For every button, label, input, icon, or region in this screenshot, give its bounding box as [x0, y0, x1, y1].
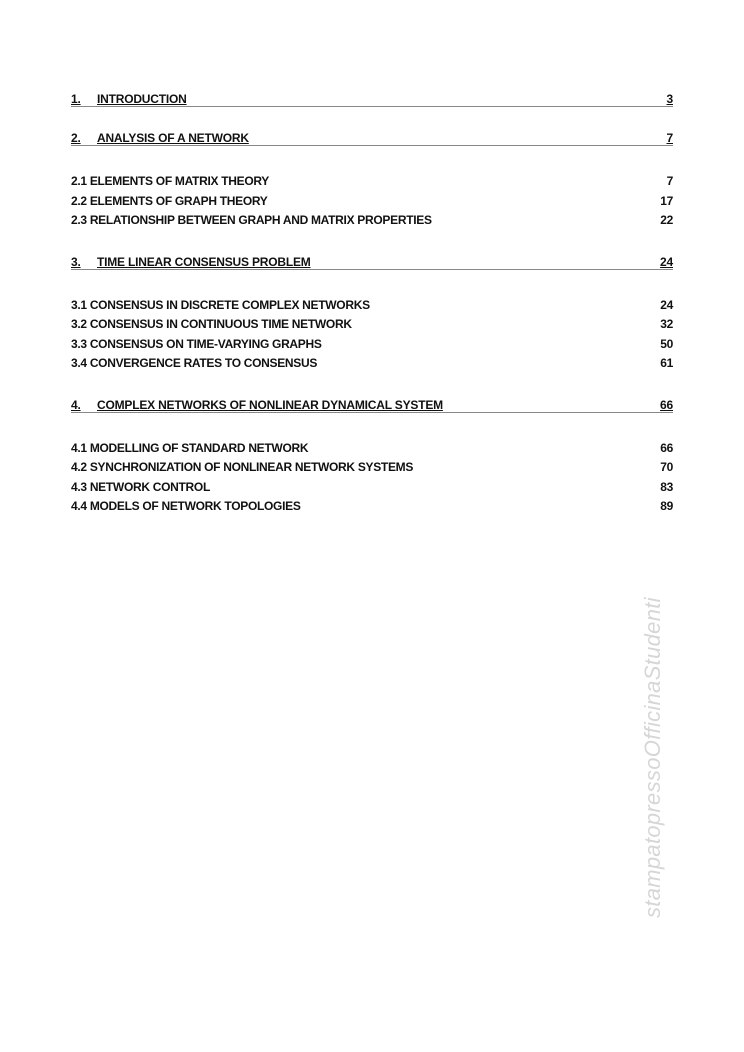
- chapter-number: 4.: [71, 397, 81, 412]
- section-title: 2.3 RELATIONSHIP BETWEEN GRAPH AND MATRIX PROPERTIES: [71, 213, 432, 227]
- section-page-number: 22: [660, 213, 673, 227]
- toc-chapter-4[interactable]: [71, 394, 673, 413]
- section-title: 2.1 ELEMENTS OF MATRIX THEORY: [71, 174, 269, 188]
- toc-section[interactable]: [71, 296, 673, 316]
- toc-section[interactable]: [71, 458, 673, 478]
- section-title: 4.3 NETWORK CONTROL: [71, 479, 210, 494]
- section-title: 3.3 CONSENSUS ON TIME-VARYING GRAPHS: [71, 336, 322, 351]
- chapter-title: COMPLEX NETWORKS OF NONLINEAR DYNAMICAL SYSTEM: [97, 397, 443, 412]
- chapter-number: 2.: [71, 131, 81, 145]
- section-title: 3.1 CONSENSUS IN DISCRETE COMPLEX NETWORKS: [71, 297, 370, 312]
- section-title: 2.2 ELEMENTS OF GRAPH THEORY: [71, 193, 268, 208]
- section-page-number: 61: [660, 356, 673, 370]
- section-title: 3.2 CONSENSUS IN CONTINUOUS TIME NETWORK: [71, 317, 352, 331]
- toc-section[interactable]: [71, 354, 673, 374]
- chapter-title: ANALYSIS OF A NETWORK: [97, 131, 249, 145]
- section-page-number: 83: [660, 479, 673, 494]
- section-title: 4.4 MODELS OF NETWORK TOPOLOGIES: [71, 499, 301, 513]
- section-page-number: 50: [660, 336, 673, 351]
- chapter-page-number: 7: [666, 131, 673, 145]
- section-page-number: 7: [666, 174, 673, 188]
- section-page-number: 32: [660, 317, 673, 331]
- toc-section[interactable]: [71, 172, 673, 192]
- chapter-number: 1.: [71, 92, 81, 106]
- section-page-number: 70: [660, 460, 673, 474]
- section-title: 3.4 CONVERGENCE RATES TO CONSENSUS: [71, 356, 318, 370]
- toc-section[interactable]: [71, 439, 673, 459]
- toc-section[interactable]: [71, 497, 673, 517]
- table-of-contents: [71, 88, 673, 517]
- toc-section[interactable]: [71, 315, 673, 335]
- toc-chapter-1[interactable]: [71, 88, 673, 107]
- toc-section[interactable]: [71, 478, 673, 498]
- chapter-title: INTRODUCTION: [97, 92, 187, 106]
- section-page-number: 89: [660, 499, 673, 513]
- section-page-number: 24: [660, 297, 673, 312]
- chapter-page-number: 66: [660, 397, 673, 412]
- toc-chapter-2[interactable]: [71, 127, 673, 146]
- toc-chapter-3[interactable]: [71, 251, 673, 270]
- toc-section[interactable]: [71, 211, 673, 231]
- section-page-number: 17: [660, 193, 673, 208]
- toc-section[interactable]: [71, 335, 673, 355]
- chapter-number: 3.: [71, 254, 81, 269]
- section-title: 4.2 SYNCHRONIZATION OF NONLINEAR NETWORK SYSTEMS: [71, 460, 414, 474]
- chapter-page-number: 24: [660, 254, 673, 269]
- section-page-number: 66: [660, 440, 673, 455]
- watermark-text: stampatopressoOfficinaStudenti: [640, 597, 665, 918]
- chapter-page-number: 3: [666, 92, 673, 106]
- chapter-title: TIME LINEAR CONSENSUS PROBLEM: [97, 254, 311, 269]
- toc-section[interactable]: [71, 192, 673, 212]
- section-title: 4.1 MODELLING OF STANDARD NETWORK: [71, 440, 309, 455]
